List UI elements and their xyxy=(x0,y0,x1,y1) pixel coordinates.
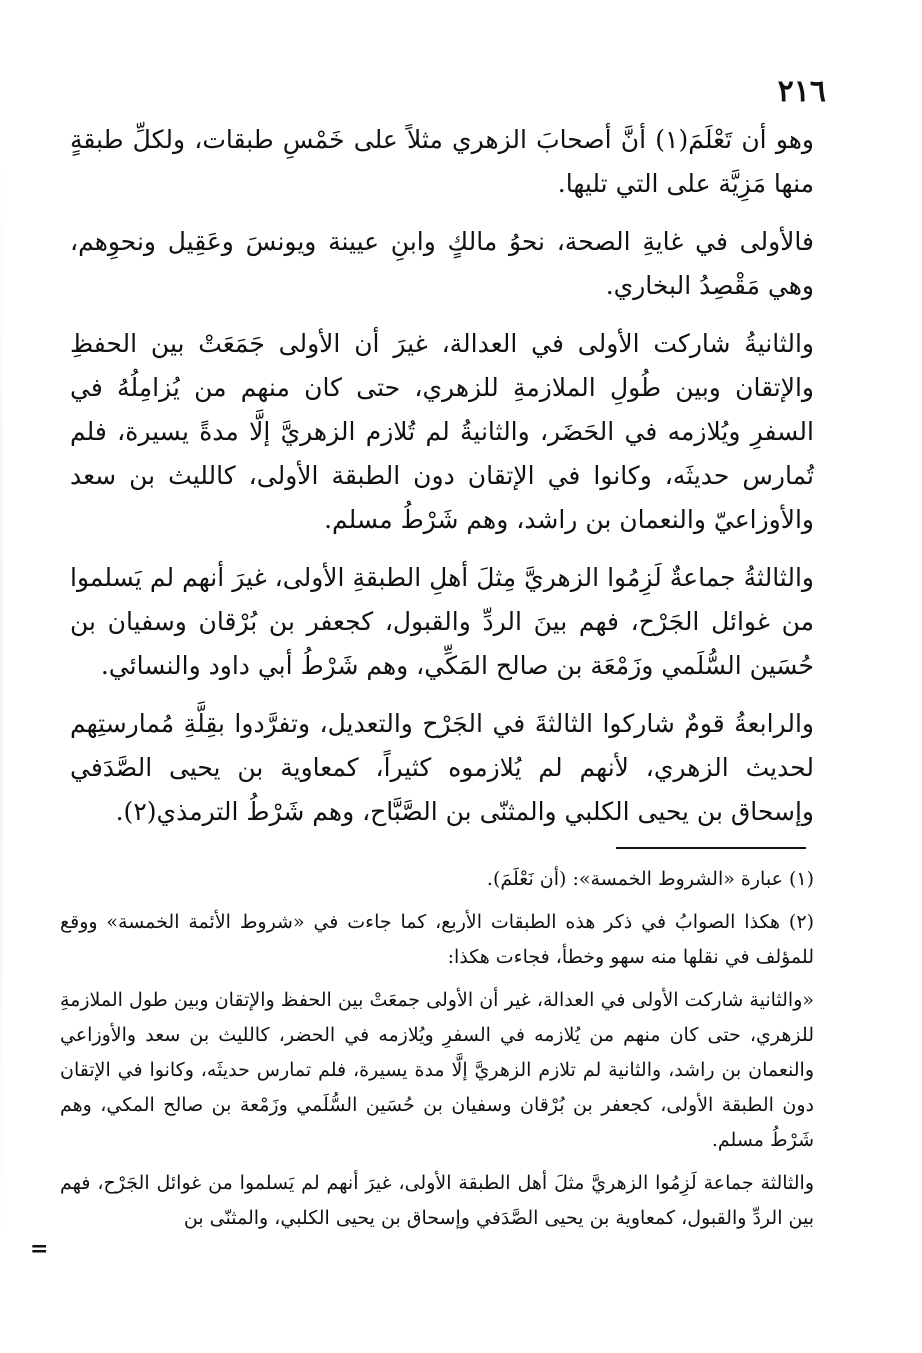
footnote-2: (٢) هكذا الصوابُ في ذكر هذه الطبقات الأربع، كما جاءت في «شروط الأئمة الخمسة» ووقع للمؤلف في نقلها منه سهو وخطأ، فجاءت هكذا: xyxy=(60,911,814,968)
footnote-2-quote: «والثانية شاركت الأولى في العدالة، غير أن الأولى جمعَتْ بين الحفظ والإتقان وبين طول الملازمةِ للزهري، حتى كان منهم من يُلازمه في السفرِ ويُلازمه في الحضر، كالليث بن سعد والأوزاعي والنعمان بن راشد، والثانية لم تلازم الزهريَّ إلَّا مدة يسيرة، فلم تمارس حديثَه، وكانوا في الإتقان دون الطبقة الأولى، كجعفر بن بُرْقان وسفيان بن حُسَين السُّلَمي وزَمْعة بن صالح المكي، وهم شَرْطُ مسلم. xyxy=(60,989,814,1151)
footnotes xyxy=(60,862,814,1244)
footnote-2-quote-continued: والثالثة جماعة لَزِمُوا الزهريَّ مثلَ أهل الطبقة الأولى، غيرَ أنهم لم يَسلموا من غوائل الجَرْح، فهم بين الردِّ والقبول، كمعاوية بن يحيى الصَّدَفي وإسحاق بن يحيى الكلبي، والمثنّى بن xyxy=(60,1172,814,1229)
paragraph-fourth-tier: والرابعةُ قومٌ شاركوا الثالثةَ في الجَرْح والتعديل، وتفرَّدوا بقِلَّةِ مُمارستِهم لحديث الزهري، لأنهم لم يُلازموه كثيراً، كمعاوية بن يحيى الصَّدَفي وإسحاق بن يحيى الكلبي والمثنّى بن الصَّبَّاح، وهم شَرْطُ الترمذي(٢). xyxy=(70,709,814,826)
continuation-mark: = xyxy=(30,1236,49,1262)
paragraph-third-tier: والثالثةُ جماعةٌ لَزِمُوا الزهريَّ مِثلَ أهلِ الطبقةِ الأولى، غيرَ أنهم لم يَسلموا من غوائل الجَرْح، فهم بينَ الردِّ والقبول، كجعفر بن بُرْقان وسفيان بن حُسَين السُّلَمي وزَمْعَة بن صالح المَكِّي، وهم شَرْطُ أبي داود والنسائي. xyxy=(70,563,814,680)
main-text xyxy=(70,118,814,848)
page-number: ٢١٦ xyxy=(777,74,826,109)
footnote-separator xyxy=(616,847,806,849)
scan-edge xyxy=(0,150,3,1250)
paragraph-first-tier: فالأولى في غايةِ الصحة، نحوُ مالكٍ وابنِ عيينة ويونسَ وعَقِيل ونحوِهم، وهي مَقْصِدُ البخاري. xyxy=(70,227,814,300)
footnote-1: (١) عبارة «الشروط الخمسة»: (أن نَعْلَمَ). xyxy=(486,868,814,890)
paragraph-intro: وهو أن تَعْلَمَ(١) أنَّ أصحابَ الزهري مثلاً على خَمْسِ طبقات، ولكلِّ طبقةٍ منها مَزِيَّة على التي تليها. xyxy=(70,125,814,198)
paragraph-second-tier: والثانيةُ شاركت الأولى في العدالة، غيرَ أن الأولى جَمَعَتْ بين الحفظِ والإتقان وبين طُولِ الملازمةِ للزهري، حتى كان منهم من يُزامِلُهُ في السفرِ ويُلازمه في الحَضَر، والثانيةُ لم تُلازم الزهريَّ إلَّا مدةً يسيرة، فلم تُمارس حديثَه، وكانوا في الإتقان دون الطبقة الأولى، كالليث بن سعد والأوزاعيّ والنعمان بن راشد، وهم شَرْطُ مسلم. xyxy=(70,329,814,534)
